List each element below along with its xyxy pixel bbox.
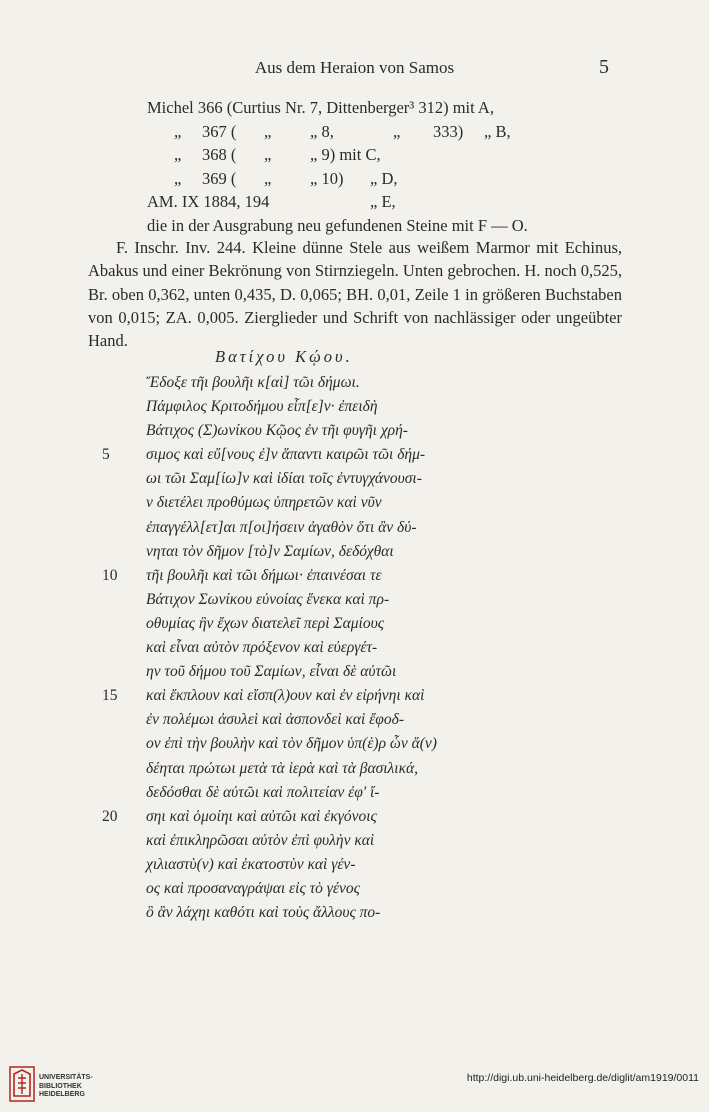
inscription-line — [88, 760, 568, 784]
inscription-line — [88, 880, 568, 904]
inscription-line — [88, 422, 568, 446]
inscription-text — [88, 374, 568, 928]
line-text: Ἔδοξε τῆι βουλῆι κ[αὶ] τῶι δήμωι. — [146, 374, 360, 391]
line-text: δέηται πρώτωι μετὰ τὰ ἱερὰ καὶ τὰ βασιλικά, — [146, 759, 419, 777]
inscription-line — [88, 663, 568, 687]
reference-text: „ 9) mit C, — [310, 145, 381, 164]
inscription-line — [88, 687, 568, 711]
inscription-line — [88, 808, 568, 832]
inscription-line — [88, 639, 568, 663]
library-name: UNIVERSITÄTS- BIBLIOTHEK HEIDELBERG — [39, 1074, 93, 1098]
reference-text: 333) — [433, 121, 464, 141]
line-text: νηται τὸν δῆμον [τὸ]ν Σαμίων, δεδόχθαι — [146, 542, 394, 560]
source-url[interactable]: http://digi.ub.uni-heidelberg.de/diglit/am1919/0011 — [466, 1072, 699, 1084]
inscription-line — [88, 519, 568, 543]
ditto-mark: „ — [174, 121, 182, 141]
inscription-line — [88, 446, 568, 470]
reference-line — [147, 167, 398, 191]
line-text: ἐπαγγέλλ[ετ]αι π[οι]ήσειν ἀγαθὸν ὅτι ἂν δύ- — [146, 518, 417, 536]
line-text: καὶ ἔκπλουν καὶ εἴσπ(λ)ουν καὶ ἐν εἰρήνηι καὶ — [146, 687, 425, 705]
reference-line — [147, 120, 511, 144]
reference-text: AM. IX 1884, 194 — [147, 192, 270, 211]
ditto-mark: „ — [174, 145, 182, 164]
ditto-mark: „ — [264, 121, 272, 141]
line-text: καὶ ἐπικληρῶσαι αὐτὸν ἐπὶ φυλὴν καὶ — [146, 831, 375, 849]
line-text: καὶ εἶναι αὐτὸν πρόξενον καὶ εὐεργέτ- — [146, 639, 378, 657]
inscription-line — [88, 591, 568, 615]
line-text: ωι τῶι Σαμ[ίω]ν καὶ ἰδίαι τοῖς ἐντυγχάνουσι- — [146, 470, 422, 488]
line-text: σηι καὶ ὁμοίηι καὶ αὐτῶι καὶ ἐκγόνοις — [146, 807, 377, 825]
line-text: τῆι βουλῆι καὶ τῶι δήμωι· ἐπαινέσαι τε — [146, 566, 382, 584]
line-text: Βάτιχον Σωνίκου εὐνοίας ἕνεκα καὶ πρ- — [146, 590, 390, 608]
line-text: Βάτιχος (Σ)ωνίκου Κῷος ἐν τῆι φυγῆι χρή- — [146, 422, 408, 440]
inscription-line — [88, 832, 568, 856]
inscription-line — [88, 904, 568, 928]
reference-line — [147, 190, 396, 214]
reference-text: Michel 366 (Curtius Nr. 7, Dittenberger³ 312) mit A, — [147, 98, 494, 117]
inscription-title: Βατίχου Κῴου. — [215, 347, 353, 366]
reference-line — [147, 214, 528, 238]
reference-text: 367 ( — [202, 121, 237, 141]
inscription-line — [88, 567, 568, 591]
line-text: σιμος καὶ εὔ[νους ἐ]ν ἅπαντι καιρῶι τῶι δήμ- — [146, 446, 426, 464]
inscription-line — [88, 470, 568, 494]
inscription-line — [88, 374, 568, 398]
line-number: 20 — [102, 807, 118, 825]
line-text: ον ἐπὶ τὴν βουλὴν καὶ τὸν δῆμον ὑπ(ὲ)ρ ὧν ἅ(ν) — [146, 735, 437, 753]
ditto-mark: „ — [174, 168, 182, 188]
reference-text: 369 ( — [202, 168, 237, 188]
description-paragraph: F. Inschr. Inv. 244. Kleine dünne Stele aus weißem Marmor mit Echinus, Abakus und einer Bekrönung von Stirnziegeln. Unten gebrochen. H. noch 0,525, Br. oben 0,362, unten 0,435, D. 0,065; BH. 0,01, Zeile 1 in größeren Buchstaben von 0,015; ZA. 0,005. Zierglieder und Schrift von nachlässiger oder ungeübter Hand. — [88, 238, 622, 351]
running-title: Aus dem Heraion von Samos — [254, 58, 455, 77]
inscription-line — [88, 711, 568, 735]
line-text: ος καὶ προσαναγράψαι εἰς τὸ γένος — [146, 879, 360, 897]
reference-line — [147, 96, 494, 120]
university-library-logo — [9, 1066, 35, 1102]
inscription-line — [88, 543, 568, 567]
reference-text: die in der Ausgrabung neu gefundenen Steine mit F — O. — [147, 215, 528, 235]
line-text: ην τοῦ δήμου τοῦ Σαμίων, εἶναι δὲ αὐτῶι — [146, 663, 397, 681]
ditto-mark: „ — [264, 145, 272, 164]
line-text: ν διετέλει προθύμως ὑπηρετῶν καὶ νῦν — [146, 494, 382, 512]
reference-text: „ D, — [370, 168, 398, 188]
ditto-mark: „ — [393, 121, 401, 141]
inscription-line — [88, 615, 568, 639]
page-header — [0, 58, 709, 82]
inscription-line — [88, 398, 568, 422]
reference-text: „ B, — [484, 121, 511, 141]
line-text: χιλιαστὺ(ν) καὶ ἑκατοστὺν καὶ γέν- — [146, 855, 356, 873]
reference-line — [147, 143, 381, 167]
inscription-line — [88, 856, 568, 880]
line-number: 10 — [102, 566, 118, 584]
inscription-line — [88, 735, 568, 759]
page-number: 5 — [599, 56, 609, 78]
reference-text: „ E, — [370, 192, 396, 211]
reference-text: „ 8, — [310, 121, 334, 141]
line-number: 15 — [102, 687, 118, 705]
reference-text: „ 10) — [310, 168, 344, 188]
reference-text: 368 ( — [202, 145, 237, 164]
line-text: δεδόσθαι δὲ αὐτῶι καὶ πολιτείαν ἐφ' ἴ- — [146, 783, 380, 801]
line-text: ὃ ἂν λάχηι καθότι καὶ τοὺς ἄλλους πο- — [146, 904, 381, 922]
inscription-line — [88, 784, 568, 808]
line-number: 5 — [102, 446, 110, 464]
reference-list — [147, 96, 528, 237]
line-text: Πάμφιλος Κριτοδήμου εἶπ[ε]ν· ἐπειδὴ — [146, 398, 378, 416]
line-text: ἐν πολέμωι ἀσυλεὶ καὶ ἀσπονδεὶ καὶ ἔφοδ- — [146, 711, 404, 729]
inscription-line — [88, 494, 568, 518]
line-text: οθυμίας ἣν ἔχων διατελεῖ περὶ Σαμίους — [146, 614, 384, 632]
ditto-mark: „ — [264, 168, 272, 188]
